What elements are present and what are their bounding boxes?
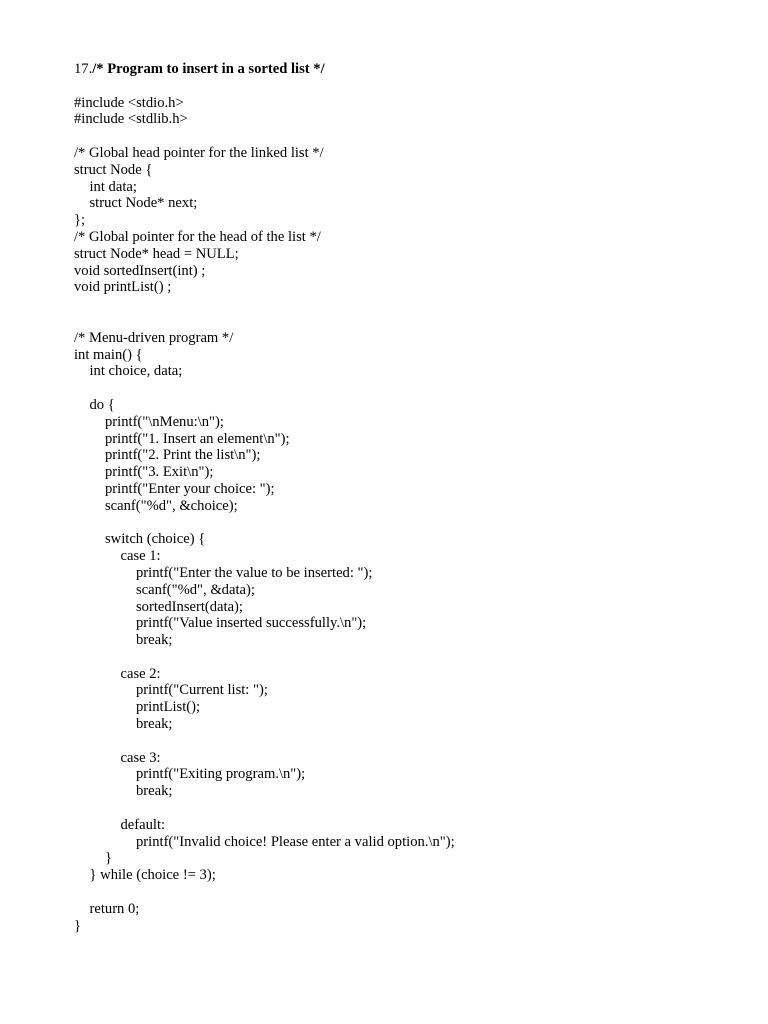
code-line: case 2: [120,665,161,682]
code-line: break; [136,716,173,733]
code-line: printf("Current list: "); [136,682,268,699]
code-line: printf("1. Insert an element\n"); [105,430,290,447]
code-line: #include <stdio.h> [74,94,184,111]
blank-line [74,884,748,901]
program-number: 17. [74,61,93,77]
code-line: scanf("%d", &choice); [105,497,238,514]
code-line: /* Menu-driven program */ [74,329,234,346]
code-line: return 0; [89,900,140,917]
code-line: /* Global pointer for the head of the list */ [74,228,321,245]
code-line: } [74,917,82,934]
blank-line [74,313,748,330]
code-line: default: [120,816,166,833]
blank-line [74,380,748,397]
code-line: printf("Invalid choice! Please enter a valid option.\n"); [136,833,455,850]
blank-line [74,800,748,817]
code-line: do { [89,396,115,413]
blank-line [74,515,748,532]
code-line: }; [74,212,86,229]
code-line: /* Global head pointer for the linked list */ [74,144,324,161]
blank-line [74,649,748,666]
program-title-text: /* Program to insert in a sorted list */ [92,61,325,77]
code-line: printf("2. Print the list\n"); [105,447,261,464]
code-line: break; [136,632,173,649]
code-line: #include <stdlib.h> [74,111,188,128]
code-line: printf("Value inserted successfully.\n"); [136,615,367,632]
code-line: int choice, data; [89,363,183,380]
program-title [74,61,748,78]
code-line: printf("3. Exit\n"); [105,464,214,481]
code-line: printf("\nMenu:\n"); [105,413,224,430]
code-line: break; [136,783,173,800]
code-line: int data; [89,178,137,195]
code-line: int main() { [74,346,143,363]
blank-line [74,733,748,750]
code-line: struct Node* next; [89,195,198,212]
code-line: void printList() ; [74,279,172,296]
code-line: struct Node { [74,161,153,178]
code-line: printf("Enter the value to be inserted: "); [136,564,373,581]
code-line: void sortedInsert(int) ; [74,262,206,279]
code-line: case 3: [120,749,161,766]
code-listing [74,78,748,935]
blank-line [74,296,748,313]
code-line: case 1: [120,548,161,565]
code-line: printList(); [136,699,201,716]
document-page [74,61,748,934]
code-line: } while (choice != 3); [89,867,216,884]
code-line: sortedInsert(data); [136,598,243,615]
code-line: } [105,850,113,867]
code-line: struct Node* head = NULL; [74,245,239,262]
code-line: scanf("%d", &data); [136,581,255,598]
blank-line [74,78,748,95]
code-line: switch (choice) { [105,531,206,548]
blank-line [74,128,748,145]
code-line: printf("Exiting program.\n"); [136,766,306,783]
code-line: printf("Enter your choice: "); [105,480,275,497]
